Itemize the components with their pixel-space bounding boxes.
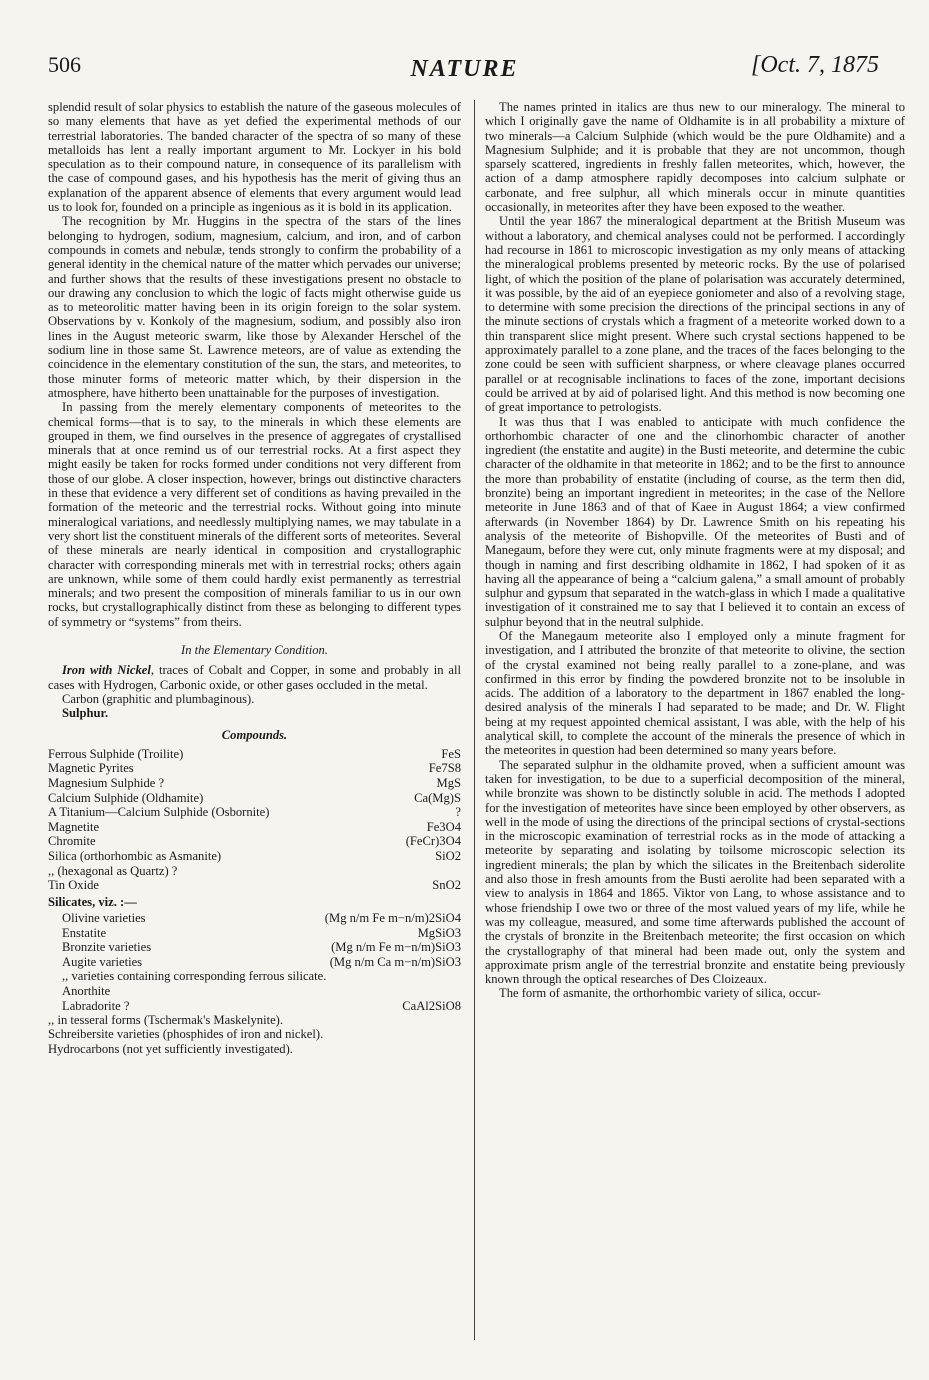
- mineral-name: Bronzite varieties: [62, 940, 152, 955]
- compound-row: [48, 834, 461, 849]
- silicate-row: [48, 969, 461, 984]
- silicate-row: [48, 940, 461, 955]
- mineral-formula: Fe7S8: [428, 761, 461, 776]
- iron-description: , traces of Cobalt and Copper, in some and probably in all cases with Hydrogen, Carbonic oxide, or other gases occluded in the metal.: [48, 663, 461, 692]
- iron-entry: [48, 663, 461, 692]
- mineral-name: ,, (hexagonal as Quartz) ?: [48, 863, 178, 878]
- mineral-formula: SnO2: [432, 878, 461, 893]
- silicates-label: Silicates, viz. :—: [48, 894, 137, 909]
- compound-row: [48, 776, 461, 791]
- sulphur-entry: Sulphur.: [62, 706, 109, 721]
- silicate-row: [48, 926, 461, 941]
- mineral-name: Silica (orthorhombic as Asmanite): [48, 848, 222, 863]
- compounds-table: [48, 747, 461, 893]
- compound-row: [48, 747, 461, 762]
- silicate-row: [48, 999, 461, 1014]
- mineral-formula: ?: [455, 805, 461, 820]
- paragraph: Of the Manegaum meteorite also I employed only a minute fragment for investigation, and I attributed the bronzite of that meteorite to olivine, the section of the crystal examined not being really parallel to a zone-plane, and was confirmed in this error by finding the powdered bronzite not to be insoluble in acids. The addition of a laboratory to the department in 1867 enabled the long-desired analysis of the minerals I had separated to be made; and Dr. W. Flight being at my request appointed chemical assistant, I was able, with the help of his analytical skill, to complete the account of the minerals the presence of which in the meteorites in question had been determined so many years before.: [485, 628, 905, 758]
- mineral-formula: (Mg n/m Ca m−n/m)SiO3: [329, 954, 461, 969]
- paragraph: Until the year 1867 the mineralogical department at the British Museum was without a laboratory, and chemical analyses could not be performed. I accordingly had recourse in 1861 to microscopic investigation as my only means of attacking the mineralogical problems presented by meteoric rocks. By the use of polarised light, of which the position of the plane of polarisation was accurately determined, it was possible, by the aid of an eyepiece goniometer and also of a revolving stage, to determine with some precision the directions of the principal sections in any of the minute sections of crystals which a fragment of a meteorite worked down to a thin transparent slice might present. Where such crystal sections happened to be approximately parallel to a zone plane, and the traces of the faces belonging to the zone could be seen with sufficient sharpness, or where cleavage planes occurred parallel or at recognisable inclinations to faces of the zone, important decisions could be arrived at by aid of polarised light. And this method is now becoming one of great importance to petrologists.: [485, 214, 905, 415]
- right-column: [485, 100, 905, 1001]
- mineral-name: Olivine varieties: [62, 911, 146, 925]
- mineral-name: Magnetic Pyrites: [48, 761, 134, 776]
- silicates-table: [48, 911, 461, 1013]
- compound-row: [48, 820, 461, 835]
- carbon-entry: Carbon (graphitic and plumbaginous).: [62, 691, 255, 706]
- paragraph: The separated sulphur in the oldhamite proved, when a sufficient amount was taken for investigation, to be due to a superficial decomposition of the mineral, while bronzite was shown to be distinctly soluble in acid. The methods I adopted for the investigation of meteorites have since been employed by other observers, as well in the mode of using the directions of the principal sections of crystal-sections in the microscopic examination of terrestrial rocks as in the mode of attacking a meteorite by separating and isolating by toilsome microscopic selection its ingredient minerals; the plan by which the silicates in the Breitenbach siderolite and also those in fresh amounts from the Busti aerolite had been separated with a view to analysis in 1864 and 1865. Viktor von Lang, to whose assistance and to whose friendship I owe two or three of the most valued years of my life, while he was my colleague, measured, and some time afterwards published the account of the crystals of bronzite in the Breitenbach meteorite; the first occasion on which the crystallography of that mineral had been made out, only the system and approximate prism angle of the terrestrial bronzite and enstatite being previously known through the optical researches of Des Cloizeaux.: [485, 757, 905, 987]
- page-number: 506: [48, 52, 81, 77]
- mineral-note: Hydrocarbons (not yet sufficiently investigated).: [48, 1041, 293, 1056]
- mineral-name: Anorthite: [62, 983, 111, 998]
- mineral-formula: Ca(Mg)S: [414, 790, 461, 805]
- compound-row: [48, 849, 461, 864]
- mineral-formula: (FeCr)3O4: [405, 834, 461, 849]
- mineral-formula: Fe3O4: [426, 819, 461, 834]
- left-column: [48, 100, 461, 1056]
- mineral-name: A Titanium—Calcium Sulphide (Osbornite): [48, 805, 270, 820]
- mineral-formula: (Mg n/m Fe m−n/m)2SiO4: [324, 911, 461, 925]
- mineral-name: Chromite: [48, 834, 96, 849]
- compound-row: [48, 878, 461, 893]
- mineral-name: Ferrous Sulphide (Troilite): [48, 746, 184, 761]
- section-heading-elementary: In the Elementary Condition.: [181, 642, 328, 657]
- mineral-name: Tin Oxide: [48, 878, 99, 893]
- silicate-row: [48, 955, 461, 970]
- paragraph: splendid result of solar physics to establish the nature of the gaseous molecules of so many elements that have as yet defied the experimental methods of our terrestrial laboratories. The banded character of the spectra of so many of these metalloids has lent a really important argument to Mr. Lockyer in his bold speculation as to their compound nature, in consequence of its parallelism with the case of compound gases, and his hypothesis has the merit of giving thus an explanation of the apparent absence of elements that every argument would lead us to look for, founded on a principle as ingenious as it is bold in its application.: [48, 100, 461, 215]
- column-divider: [474, 100, 475, 1340]
- mineral-name: Enstatite: [62, 925, 107, 940]
- mineral-formula: (Mg n/m Fe m−n/m)SiO3: [331, 940, 461, 955]
- page-header: [0, 52, 929, 92]
- iron-name: Iron with Nickel: [62, 663, 151, 678]
- paragraph: In passing from the merely elementary components of meteorites to the chemical forms—that is to say, to the minerals in which these elements are grouped in them, we find ourselves in the presence of aggregates of crystallised minerals that at once remind us of our terrestrial rocks. At a first aspect they might easily be taken for rocks formed under conditions not very different from those of our globe. A closer inspection, however, brings out distinctive characters in these that evidence a very different set of conditions as having prevailed in the formation of the meteoric and the terrestrial rocks. Without going into minute mineralogical variations, and needlessly multiplying names, we may tabulate in a very short list the constituent minerals of the different sorts of meteorites. Several of these minerals are nearly identical in composition and crystallographic character with corresponding minerals met with in terrestrial rocks; others again are unknown, while some of them could hardly exist permanently as terrestrial minerals; and two present the composition of minerals familiar to us in our own rocks, but crystallographically distinct from these as belonging to different types of symmetry or “systems” from theirs.: [48, 400, 461, 629]
- compound-row: [48, 791, 461, 806]
- issue-date: [Oct. 7, 1875: [751, 52, 879, 78]
- mineral-list-tail: [48, 1013, 461, 1056]
- section-heading-compounds: Compounds.: [221, 728, 288, 743]
- mineral-formula: CaAl2SiO8: [402, 998, 461, 1013]
- paragraph: The names printed in italics are thus new to our mineralogy. The mineral to which I originally gave the name of Oldhamite is in all probability a mixture of two minerals—a Calcium Sulphide (which would be the pure Oldhamite) and a Magnesium Sulphide; and it is probable that they are not uncommon, though sparsely scattered, ingredients in freshly fallen meteorites, which, however, the action of a damp atmosphere rapidly decomposes into calcium sulphate or carbonate, and free sulphur, all which minerals occur in minute quantities occasionally, in meteorites after they have been exposed to the weather.: [485, 100, 905, 215]
- paragraph: It was thus that I was enabled to anticipate with much confidence the orthorhombic character of one and the clinorhombic character of another ingredient (the enstatite and augite) in the Busti meteorite, and determine the cubic character of the oldhamite in that meteorite in 1862; and to be the first to announce the more than probability of enstatite (including of course, as the term then did, bronzite) being an important ingredient in meteorites; in the case of the Nellore meteorite in June 1863 and of that of Kaee in August 1864; a view confirmed afterwards (in November 1864) by Dr. Lawrence Smith on his repeating his analysis of the meteorite of Bishopville. Of the meteorites of Busti and of Manegaum, before they were cut, only minute fragments were at my disposal; and though in naming and first describing oldhamite in 1862, I had spoken of it as having all the appearance of being a “calcium galena,” a small amount of probably sulphur and gypsum that separated in the watch-glass in which I made a qualitative investigation of it constrained me to say that I believed it to contain an excess of sulphur beyond that in the neutral sulphide.: [485, 414, 905, 629]
- mineral-name: Augite varieties: [62, 954, 143, 969]
- mineral-name: Magnesium Sulphide ?: [48, 775, 165, 790]
- mineral-name: Magnetite: [48, 819, 100, 834]
- compound-row: [48, 761, 461, 776]
- silicate-row: [48, 911, 461, 926]
- paragraph: The recognition by Mr. Huggins in the spectra of the stars of the lines belonging to hydrogen, sodium, magnesium, calcium, and iron, and of carbon compounds in comets and nebulæ, tends strongly to confirm the probability of a general identity in the chemical nature of the matter which pervades our universe; and further shows that the results of these investigations present no obstacle to our drawing any conclusion to which the logic of facts might otherwise guide us as to meteorolitic matter having been in its origin foreign to the solar system. Observations by v. Konkoly of the magnesium, sodium, and possibly also iron lines in the August meteoric swarm, like those by Alexander Herschel of the sodium line in those same St. Lawrence meteors, are of value as extending the coincidence in the elementary constitution of the sun, the stars, and meteorites, to those minuter forms of meteoric matter which, by their dispersion in the atmosphere, have hitherto been unattainable for the purposes of investigation.: [48, 214, 461, 400]
- mineral-note: ,, in tesseral forms (Tschermak's Maskelynite).: [48, 1013, 284, 1028]
- mineral-name: ,, varieties containing corresponding ferrous silicate.: [62, 969, 327, 984]
- mineral-formula: MgSiO3: [417, 925, 461, 940]
- mineral-note: Schreibersite varieties (phosphides of iron and nickel).: [48, 1027, 324, 1042]
- compound-row: [48, 864, 461, 879]
- paragraph: The form of asmanite, the orthorhombic variety of silica, occur-: [499, 986, 821, 1001]
- mineral-formula: FeS: [441, 746, 461, 761]
- mineral-formula: MgS: [436, 775, 461, 790]
- mineral-name: Calcium Sulphide (Oldhamite): [48, 790, 204, 805]
- silicate-row: [48, 984, 461, 999]
- mineral-name: Labradorite ?: [62, 998, 130, 1013]
- compound-row: [48, 805, 461, 820]
- journal-title: NATURE: [410, 56, 519, 82]
- mineral-formula: SiO2: [435, 848, 461, 863]
